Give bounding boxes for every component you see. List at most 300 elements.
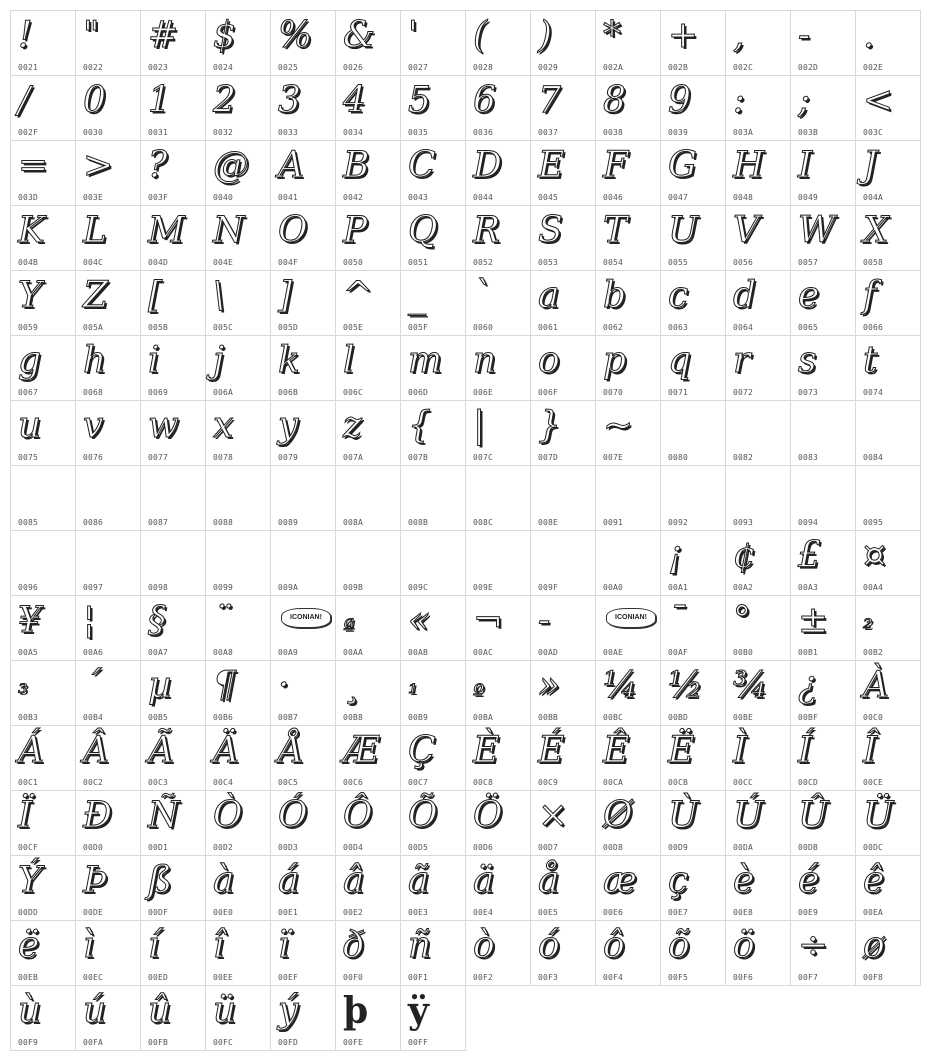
glyph-cell[interactable] [530, 270, 596, 336]
glyph-cell[interactable] [335, 985, 401, 1051]
glyph-cell[interactable] [75, 530, 141, 596]
glyph-cell[interactable] [790, 140, 856, 206]
glyph-code-label: 00C4 [213, 778, 234, 787]
glyph-cell[interactable] [465, 140, 531, 206]
glyph-cell[interactable] [790, 530, 856, 596]
glyph-sample: T [603, 210, 628, 251]
glyph-cell[interactable] [595, 920, 661, 986]
glyph-sample: ø [863, 925, 885, 966]
glyph-cell[interactable] [140, 205, 206, 271]
glyph-cell[interactable] [140, 530, 206, 596]
glyph-sample: ö [733, 925, 755, 966]
glyph-cell[interactable] [205, 985, 271, 1051]
glyph-cell[interactable] [140, 790, 206, 856]
glyph-cell[interactable] [725, 140, 791, 206]
glyph-cell[interactable] [205, 140, 271, 206]
glyph-code-label: 00B1 [798, 648, 819, 657]
glyph-cell[interactable] [335, 855, 401, 921]
glyph-code-label: 0031 [148, 128, 169, 137]
glyph-cell[interactable] [75, 855, 141, 921]
glyph-code-label: 00D2 [213, 843, 234, 852]
glyph-code-label: 0050 [343, 258, 364, 267]
glyph-cell[interactable] [595, 595, 661, 661]
glyph-cell[interactable] [335, 595, 401, 661]
glyph-cell[interactable] [270, 855, 336, 921]
glyph-code-label: 002D [798, 63, 819, 72]
glyph-cell[interactable] [205, 855, 271, 921]
glyph-cell[interactable] [75, 400, 141, 466]
glyph-cell[interactable] [140, 920, 206, 986]
glyph-cell[interactable] [595, 140, 661, 206]
glyph-cell[interactable] [75, 595, 141, 661]
glyph-sample: & [343, 15, 376, 56]
glyph-code-label: 00F2 [473, 973, 494, 982]
glyph-cell[interactable] [790, 920, 856, 986]
glyph-code-label: 00D0 [83, 843, 104, 852]
glyph-cell[interactable] [530, 530, 596, 596]
glyph-cell[interactable] [205, 920, 271, 986]
glyph-code-label: 00D1 [148, 843, 169, 852]
glyph-cell[interactable] [10, 205, 76, 271]
glyph-code-label: 00EB [18, 973, 39, 982]
glyph-cell[interactable] [140, 10, 206, 76]
glyph-sample: K [18, 210, 45, 251]
glyph-cell[interactable] [75, 140, 141, 206]
glyph-cell[interactable] [10, 790, 76, 856]
glyph-cell[interactable] [465, 660, 531, 726]
glyph-cell[interactable] [725, 790, 791, 856]
glyph-cell[interactable] [855, 140, 921, 206]
glyph-sample: q [668, 340, 692, 381]
glyph-cell[interactable] [270, 140, 336, 206]
glyph-code-label: 00F0 [343, 973, 364, 982]
glyph-sample: î [213, 925, 225, 966]
glyph-cell[interactable] [75, 660, 141, 726]
glyph-cell[interactable] [465, 920, 531, 986]
glyph-code-label: 00AE [603, 648, 624, 657]
glyph-cell[interactable] [270, 660, 336, 726]
glyph-cell[interactable] [335, 335, 401, 401]
glyph-cell[interactable] [660, 790, 726, 856]
glyph-cell[interactable] [530, 75, 596, 141]
glyph-code-label: 00B0 [733, 648, 754, 657]
glyph-code-label: 00BE [733, 713, 754, 722]
glyph-cell[interactable] [10, 530, 76, 596]
glyph-cell[interactable] [400, 595, 466, 661]
glyph-sample: · [278, 665, 290, 706]
glyph-sample: þ [343, 990, 369, 1032]
glyph-cell[interactable] [270, 790, 336, 856]
glyph-cell[interactable] [530, 725, 596, 791]
glyph-sample: w [148, 405, 179, 446]
glyph-cell[interactable] [660, 400, 726, 466]
glyph-cell[interactable] [595, 660, 661, 726]
glyph-cell[interactable] [855, 595, 921, 661]
glyph-sample: f [863, 275, 877, 316]
glyph-cell[interactable] [400, 920, 466, 986]
glyph-cell[interactable] [140, 75, 206, 141]
glyph-code-label: 00C8 [473, 778, 494, 787]
glyph-cell[interactable] [140, 725, 206, 791]
glyph-sample: ¢ [733, 535, 756, 576]
iconian-logo-badge: ICONIAN! [606, 608, 656, 628]
glyph-code-label: 00D7 [538, 843, 559, 852]
glyph-cell[interactable] [790, 335, 856, 401]
glyph-sample: > [83, 145, 114, 186]
glyph-cell[interactable] [335, 660, 401, 726]
glyph-sample: Û [798, 795, 829, 836]
glyph-cell[interactable] [790, 855, 856, 921]
glyph-cell[interactable] [75, 790, 141, 856]
glyph-code-label: 0072 [733, 388, 754, 397]
glyph-cell[interactable] [790, 270, 856, 336]
glyph-code-label: 0084 [863, 453, 884, 462]
glyph-cell[interactable] [75, 335, 141, 401]
glyph-cell[interactable] [725, 920, 791, 986]
glyph-sample: í [148, 925, 160, 966]
glyph-cell[interactable] [140, 400, 206, 466]
glyph-cell[interactable] [400, 75, 466, 141]
glyph-code-label: 0091 [603, 518, 624, 527]
glyph-cell[interactable] [10, 725, 76, 791]
glyph-cell[interactable] [205, 205, 271, 271]
glyph-sample: j [213, 340, 225, 381]
glyph-cell[interactable] [660, 10, 726, 76]
glyph-cell[interactable] [465, 530, 531, 596]
glyph-cell[interactable] [855, 790, 921, 856]
glyph-code-label: 009A [278, 583, 299, 592]
glyph-code-label: 007C [473, 453, 494, 462]
glyph-cell[interactable] [855, 725, 921, 791]
glyph-cell[interactable] [855, 400, 921, 466]
glyph-cell[interactable] [725, 205, 791, 271]
glyph-cell[interactable] [530, 920, 596, 986]
glyph-cell[interactable] [595, 205, 661, 271]
glyph-sample: § [148, 600, 166, 641]
glyph-code-label: 00D5 [408, 843, 429, 852]
glyph-cell[interactable] [205, 270, 271, 336]
glyph-cell[interactable] [400, 140, 466, 206]
glyph-cell[interactable] [595, 725, 661, 791]
glyph-cell[interactable] [400, 10, 466, 76]
glyph-cell[interactable] [400, 790, 466, 856]
glyph-cell[interactable] [205, 75, 271, 141]
glyph-sample: ¿ [798, 665, 818, 706]
glyph-cell[interactable] [790, 725, 856, 791]
glyph-cell[interactable] [10, 10, 76, 76]
glyph-cell[interactable] [725, 400, 791, 466]
glyph-code-label: 005F [408, 323, 429, 332]
glyph-cell[interactable] [270, 985, 336, 1051]
glyph-code-label: 0048 [733, 193, 754, 202]
glyph-code-label: 00E5 [538, 908, 559, 917]
glyph-cell[interactable] [595, 335, 661, 401]
glyph-sample: n [473, 340, 497, 381]
glyph-sample: b [603, 275, 627, 316]
glyph-cell[interactable] [725, 465, 791, 531]
glyph-cell[interactable] [790, 790, 856, 856]
glyph-cell[interactable] [270, 10, 336, 76]
glyph-cell[interactable] [530, 205, 596, 271]
glyph-cell[interactable] [400, 335, 466, 401]
glyph-code-label: 00B2 [863, 648, 884, 657]
glyph-cell[interactable] [270, 530, 336, 596]
glyph-cell[interactable] [205, 725, 271, 791]
glyph-code-label: 0052 [473, 258, 494, 267]
glyph-sample: é [798, 860, 820, 901]
glyph-cell[interactable] [725, 335, 791, 401]
glyph-cell[interactable] [400, 400, 466, 466]
glyph-cell[interactable] [10, 400, 76, 466]
glyph-cell[interactable] [205, 530, 271, 596]
glyph-cell[interactable] [400, 205, 466, 271]
glyph-cell[interactable] [270, 725, 336, 791]
glyph-cell[interactable] [465, 465, 531, 531]
glyph-sample: 9 [668, 80, 691, 121]
glyph-cell[interactable] [855, 335, 921, 401]
glyph-code-label: 004B [18, 258, 39, 267]
glyph-cell[interactable] [140, 140, 206, 206]
glyph-cell[interactable] [465, 855, 531, 921]
glyph-cell[interactable] [75, 205, 141, 271]
glyph-cell[interactable] [10, 985, 76, 1051]
glyph-cell[interactable] [205, 595, 271, 661]
glyph-cell[interactable] [335, 270, 401, 336]
glyph-code-label: 005B [148, 323, 169, 332]
glyph-cell[interactable] [140, 660, 206, 726]
glyph-code-label: 00A2 [733, 583, 754, 592]
glyph-sample: D [473, 145, 502, 186]
glyph-code-label: 00A8 [213, 648, 234, 657]
glyph-cell[interactable] [335, 205, 401, 271]
glyph-cell[interactable] [75, 75, 141, 141]
glyph-cell[interactable] [465, 400, 531, 466]
glyph-sample: ' [408, 15, 418, 56]
glyph-sample: : [733, 80, 746, 121]
glyph-code-label: 0041 [278, 193, 299, 202]
glyph-cell[interactable] [790, 75, 856, 141]
glyph-cell[interactable] [140, 855, 206, 921]
glyph-cell[interactable] [725, 530, 791, 596]
glyph-cell[interactable] [725, 10, 791, 76]
glyph-cell[interactable] [530, 465, 596, 531]
glyph-cell[interactable] [75, 725, 141, 791]
glyph-code-label: 00D3 [278, 843, 299, 852]
glyph-cell[interactable] [10, 920, 76, 986]
glyph-cell[interactable] [75, 920, 141, 986]
glyph-cell[interactable] [270, 400, 336, 466]
glyph-cell[interactable] [790, 10, 856, 76]
glyph-cell[interactable] [270, 595, 336, 661]
glyph-cell[interactable] [530, 140, 596, 206]
glyph-cell[interactable] [140, 465, 206, 531]
glyph-sample: ê [863, 860, 885, 901]
glyph-code-label: 00EF [278, 973, 299, 982]
glyph-cell[interactable] [660, 855, 726, 921]
glyph-cell[interactable] [270, 270, 336, 336]
glyph-cell[interactable] [595, 270, 661, 336]
glyph-cell[interactable] [465, 270, 531, 336]
glyph-cell[interactable] [660, 920, 726, 986]
glyph-cell[interactable] [855, 920, 921, 986]
glyph-cell[interactable] [465, 335, 531, 401]
glyph-cell[interactable] [335, 465, 401, 531]
glyph-code-label: 0085 [18, 518, 39, 527]
glyph-sample: £ [798, 535, 821, 576]
glyph-sample: { [408, 405, 431, 446]
glyph-cell[interactable] [855, 530, 921, 596]
glyph-code-label: 0083 [798, 453, 819, 462]
glyph-cell[interactable] [595, 465, 661, 531]
glyph-cell[interactable] [75, 985, 141, 1051]
glyph-cell[interactable] [10, 855, 76, 921]
glyph-cell[interactable] [205, 335, 271, 401]
glyph-cell[interactable] [855, 205, 921, 271]
glyph-sample: u [18, 405, 42, 446]
glyph-cell[interactable] [270, 335, 336, 401]
glyph-cell[interactable] [660, 660, 726, 726]
glyph-code-label: 0076 [83, 453, 104, 462]
glyph-cell[interactable] [660, 335, 726, 401]
glyph-cell[interactable] [790, 465, 856, 531]
glyph-cell[interactable] [140, 335, 206, 401]
glyph-cell[interactable] [140, 985, 206, 1051]
glyph-cell[interactable] [140, 595, 206, 661]
glyph-cell[interactable] [855, 465, 921, 531]
glyph-cell[interactable] [270, 205, 336, 271]
glyph-code-label: 004F [278, 258, 299, 267]
glyph-cell[interactable] [205, 10, 271, 76]
glyph-cell[interactable] [790, 205, 856, 271]
glyph-cell[interactable] [400, 465, 466, 531]
glyph-cell[interactable] [465, 595, 531, 661]
glyph-cell[interactable] [595, 75, 661, 141]
glyph-cell[interactable] [205, 465, 271, 531]
glyph-code-label: 0054 [603, 258, 624, 267]
glyph-cell[interactable] [465, 790, 531, 856]
glyph-cell[interactable] [75, 10, 141, 76]
glyph-cell[interactable] [855, 75, 921, 141]
glyph-sample: * [603, 15, 621, 56]
glyph-cell[interactable] [465, 75, 531, 141]
glyph-cell[interactable] [335, 790, 401, 856]
glyph-cell[interactable] [75, 465, 141, 531]
glyph-cell[interactable] [725, 660, 791, 726]
glyph-code-label: 008C [473, 518, 494, 527]
glyph-cell[interactable] [335, 10, 401, 76]
glyph-sample: ß [148, 860, 173, 901]
glyph-cell[interactable] [465, 10, 531, 76]
glyph-cell[interactable] [10, 140, 76, 206]
glyph-cell[interactable] [595, 400, 661, 466]
glyph-cell[interactable] [660, 205, 726, 271]
glyph-cell[interactable] [205, 400, 271, 466]
glyph-cell[interactable] [400, 855, 466, 921]
glyph-cell[interactable] [10, 335, 76, 401]
glyph-cell[interactable] [400, 270, 466, 336]
glyph-cell[interactable] [10, 595, 76, 661]
glyph-cell[interactable] [530, 855, 596, 921]
glyph-cell[interactable] [530, 790, 596, 856]
glyph-cell[interactable] [725, 725, 791, 791]
glyph-cell[interactable] [465, 205, 531, 271]
glyph-cell[interactable] [855, 10, 921, 76]
glyph-cell[interactable] [465, 725, 531, 791]
glyph-cell[interactable] [10, 270, 76, 336]
glyph-cell[interactable] [790, 595, 856, 661]
glyph-cell[interactable] [725, 270, 791, 336]
glyph-cell[interactable] [660, 530, 726, 596]
glyph-cell[interactable] [595, 10, 661, 76]
glyph-cell[interactable] [530, 595, 596, 661]
glyph-cell[interactable] [725, 595, 791, 661]
glyph-cell[interactable] [595, 790, 661, 856]
glyph-sample: Ù [668, 795, 699, 836]
glyph-sample: l [343, 340, 355, 381]
glyph-code-label: 0038 [603, 128, 624, 137]
glyph-cell[interactable] [660, 270, 726, 336]
glyph-cell[interactable] [660, 140, 726, 206]
glyph-cell[interactable] [335, 725, 401, 791]
glyph-cell[interactable] [530, 335, 596, 401]
glyph-cell[interactable] [400, 660, 466, 726]
glyph-cell[interactable] [270, 920, 336, 986]
glyph-cell[interactable] [335, 530, 401, 596]
glyph-cell[interactable] [855, 270, 921, 336]
glyph-cell[interactable] [400, 530, 466, 596]
glyph-cell[interactable] [205, 660, 271, 726]
glyph-code-label: 0046 [603, 193, 624, 202]
glyph-cell[interactable] [400, 725, 466, 791]
glyph-sample: ¨ [213, 600, 231, 641]
glyph-cell[interactable] [790, 400, 856, 466]
glyph-sample: + [668, 15, 699, 56]
glyph-cell[interactable] [595, 855, 661, 921]
glyph-cell[interactable] [205, 790, 271, 856]
glyph-cell[interactable] [660, 465, 726, 531]
glyph-cell[interactable] [335, 140, 401, 206]
glyph-cell[interactable] [335, 920, 401, 986]
glyph-cell[interactable] [10, 465, 76, 531]
glyph-cell[interactable] [530, 10, 596, 76]
glyph-cell[interactable] [660, 595, 726, 661]
glyph-cell[interactable] [595, 530, 661, 596]
glyph-cell[interactable] [335, 400, 401, 466]
glyph-cell[interactable] [335, 75, 401, 141]
glyph-cell[interactable] [270, 465, 336, 531]
glyph-code-label: 00DD [18, 908, 39, 917]
glyph-cell[interactable] [10, 660, 76, 726]
glyph-cell[interactable] [270, 75, 336, 141]
glyph-sample: Ô [343, 795, 373, 836]
glyph-cell[interactable] [10, 75, 76, 141]
glyph-cell[interactable] [660, 75, 726, 141]
glyph-cell[interactable] [400, 985, 466, 1051]
glyph-cell[interactable] [855, 660, 921, 726]
glyph-cell[interactable] [660, 725, 726, 791]
glyph-cell[interactable] [725, 75, 791, 141]
glyph-cell[interactable] [725, 855, 791, 921]
glyph-cell[interactable] [790, 660, 856, 726]
glyph-sample: ² [863, 614, 873, 642]
glyph-cell[interactable] [75, 270, 141, 336]
glyph-code-label: 00B3 [18, 713, 39, 722]
glyph-cell[interactable] [140, 270, 206, 336]
glyph-cell[interactable] [530, 660, 596, 726]
glyph-cell[interactable] [855, 855, 921, 921]
glyph-cell[interactable] [530, 400, 596, 466]
glyph-sample: p [603, 340, 627, 381]
